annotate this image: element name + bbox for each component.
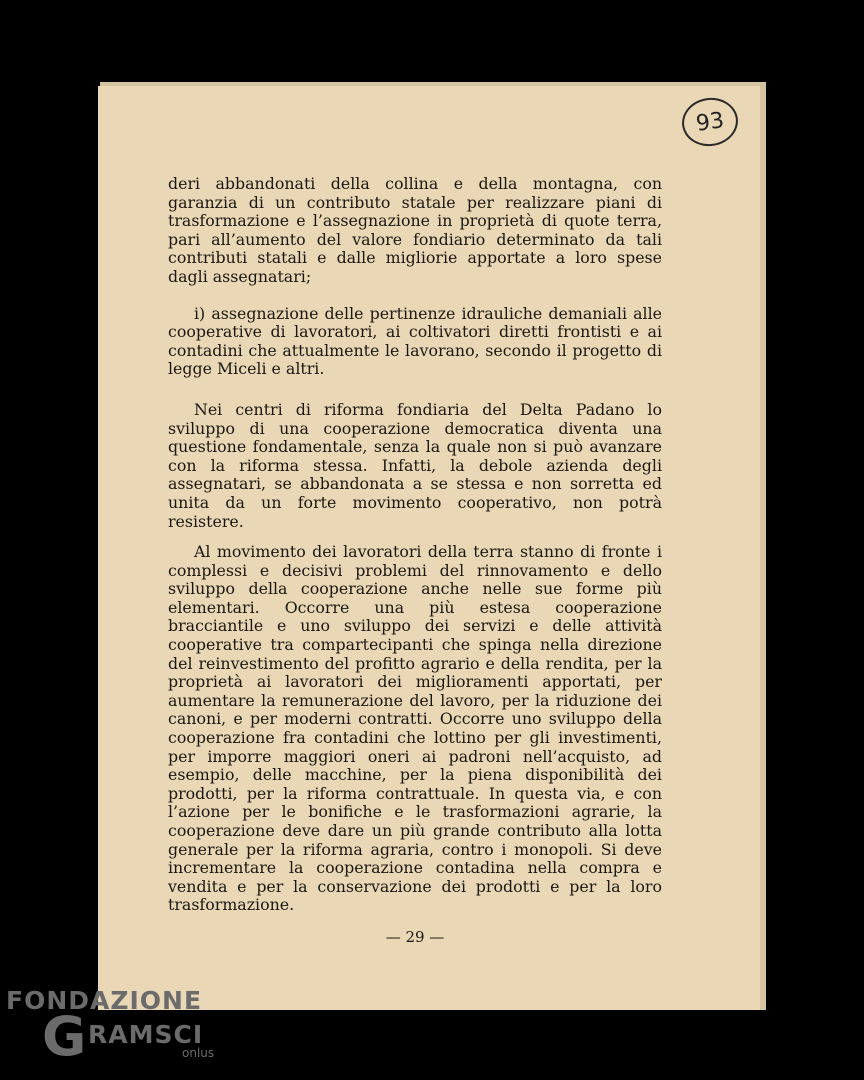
paragraph-movimento: Al movimento dei lavoratori della terra stanno di fronte i complessi e decisivi problemi del rinnovamento e dello sviluppo della cooperazione anche nelle sue forme più elementari. Occorre una più estesa cooperazione bracciantile e uno sviluppo dei servizi e delle attività cooperative tra compartecipanti che spinga nella direzione del reinvestimento del profitto agrario e della rendita, per la proprietà ai lavoratori dei miglioramenti apportati, per aumentare la remunerazione del lavoro, per la riduzione dei canoni, e per moderni contratti. Occorre uno sviluppo della cooperazione fra contadini che lottino per gli investimenti, per imporre maggiori oneri ai padroni nell’acquisto, ad esempio, delle macchine, per la piena disponibilità dei prodotti, per la riforma contrattuale. In questa via, e con l’azione per le bonifiche e le trasformazioni agrarie, la cooperazione deve dare un più grande contributo alla lotta generale per la riforma agraria, contro i monopoli. Si deve incrementare la cooperazione contadina nella compra e vendita e per la conservazione dei prodotti e per la loro trasformazione.: [168, 542, 662, 915]
fondazione-gramsci-watermark: [6, 986, 226, 1076]
archive-page-annotation: 93: [679, 94, 741, 149]
body-text: [168, 175, 662, 915]
watermark-line1: FONDAZIONE: [6, 986, 203, 1015]
watermark-g-logo: G: [42, 1005, 87, 1068]
paragraph-continuation: deri abbandonati della collina e della montagna, con garanzia di un contributo statale per realizzare piani di trasformazione e l’assegnazione in proprietà di quote terra, pari all’aumento del valore fondiario determinato da tali contributi statali e dalle migliorie apportate a loro spese dagli assegnatari;: [168, 174, 662, 286]
watermark-onlus: onlus: [182, 1046, 215, 1060]
watermark-line2: RAMSCI: [88, 1020, 204, 1049]
paragraph-delta-padano: Nei centri di riforma fondiaria del Delta Padano lo sviluppo di una cooperazione democratica diventa una questione fondamentale, senza la quale non si può avanzare con la riforma stessa. Infatti, la debole azienda degli assegnatari, se abbandonata a se stessa e non sorretta ed unita da un forte movimento cooperativo, non potrà resistere.: [168, 399, 662, 531]
page-number: — 29 —: [385, 928, 445, 946]
list-item-i: i) assegnazione delle pertinenze idrauliche demaniali alle cooperative di lavoratori, ai coltivatori diretti frontisti e ai contadini che attualmente le lavorano, secondo il progetto di legge Miceli e altri.: [168, 303, 662, 379]
